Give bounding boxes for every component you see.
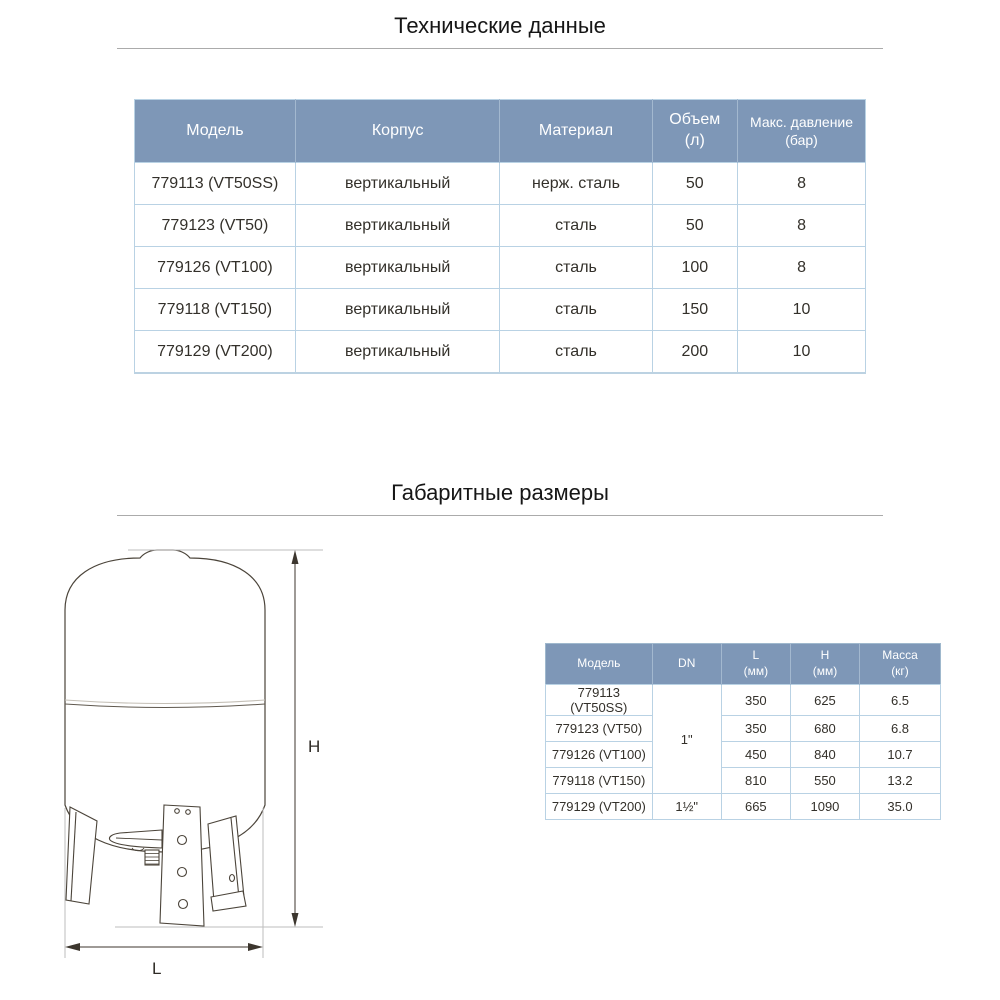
dims-cell-mass-3: 10.7 [860,742,941,768]
dims-header-row [546,644,941,685]
dims-table-row-2 [546,716,941,742]
tech-cell-r5c4: 200 [652,331,738,374]
dims-cell-mass-5: 35.0 [860,794,941,820]
tech-cell-r3c4: 100 [652,247,738,289]
mounting-bracket [160,805,204,926]
dims-header-col1: Модель [546,644,653,685]
tech-cell-r2c4: 50 [652,205,738,247]
tech-cell-r1c2: вертикальный [295,163,500,205]
dims-cell-h-4: 550 [790,768,859,794]
tech-cell-r4c2: вертикальный [295,289,500,331]
dims-cell-mass-4: 13.2 [860,768,941,794]
dims-table-row-4 [546,768,941,794]
dims-cell-dn-5: 1½" [652,794,721,820]
dims-header-col3: L (мм) [721,644,790,685]
tech-cell-r5c3: сталь [500,331,652,374]
tech-cell-r4c1: 779118 (VT150) [135,289,296,331]
tech-cell-r2c5: 8 [738,205,866,247]
tech-cell-r5c2: вертикальный [295,331,500,374]
dims-cell-model-1: 779113 (VT50SS) [546,685,653,716]
dims-cell-h-3: 840 [790,742,859,768]
tech-cell-r3c2: вертикальный [295,247,500,289]
dims-header-col5: Масса (кг) [860,644,941,685]
tech-title-divider [117,48,883,49]
dims-cell-h-5: 1090 [790,794,859,820]
tech-table-row-2 [135,205,866,247]
tech-header-col2: Корпус [295,100,500,163]
tech-cell-r2c2: вертикальный [295,205,500,247]
tank-drawing [40,530,340,980]
tech-section-title: Технические данные [394,13,606,38]
dims-section-title: Габаритные размеры [391,480,609,505]
dims-table-row-5 [546,794,941,820]
tank-dimension-diagram [40,530,340,980]
tech-table-row-1 [135,163,866,205]
tech-cell-r3c3: сталь [500,247,652,289]
tech-cell-r1c5: 8 [738,163,866,205]
dims-header-col2: DN [652,644,721,685]
tech-cell-r3c1: 779126 (VT100) [135,247,296,289]
tech-cell-r1c3: нерж. сталь [500,163,652,205]
dims-cell-h-1: 625 [790,685,859,716]
tech-cell-r4c5: 10 [738,289,866,331]
dims-cell-dn-1: 1" [652,685,721,794]
tech-cell-r4c4: 150 [652,289,738,331]
tech-cell-r1c1: 779113 (VT50SS) [135,163,296,205]
tech-cell-r5c5: 10 [738,331,866,374]
l-dimension-label: L [152,959,162,978]
h-dimension-label: H [308,737,321,756]
dims-table-row-3 [546,742,941,768]
dims-cell-model-4: 779118 (VT150) [546,768,653,794]
tech-table-row-5 [135,331,866,374]
dims-cell-mass-2: 6.8 [860,716,941,742]
tech-header-col5: Макс. давление (бар) [738,100,866,163]
tech-cell-r2c3: сталь [500,205,652,247]
dims-cell-l-4: 810 [721,768,790,794]
tech-header-row [135,100,866,163]
tech-cell-r5c1: 779129 (VT200) [135,331,296,374]
dims-cell-mass-1: 6.5 [860,685,941,716]
dims-table-wrap [545,643,941,820]
tech-header-col4: Объем (л) [652,100,738,163]
dims-cell-l-5: 665 [721,794,790,820]
dims-header-col4: H (мм) [790,644,859,685]
tech-table-row-3 [135,247,866,289]
tech-header-col3: Материал [500,100,652,163]
tech-header-col1: Модель [135,100,296,163]
dims-title-divider [117,515,883,516]
tech-cell-r4c3: сталь [500,289,652,331]
h-dimension [292,550,321,927]
dims-cell-l-3: 450 [721,742,790,768]
dims-cell-model-5: 779129 (VT200) [546,794,653,820]
dims-cell-l-1: 350 [721,685,790,716]
dimensions-table [545,643,941,820]
tech-table-row-4 [135,289,866,331]
tech-cell-r2c1: 779123 (VT50) [135,205,296,247]
dims-table-row-1 [546,685,941,716]
tech-data-table [134,99,866,374]
dims-cell-h-2: 680 [790,716,859,742]
dims-cell-l-2: 350 [721,716,790,742]
dims-cell-model-2: 779123 (VT50) [546,716,653,742]
tech-cell-r1c4: 50 [652,163,738,205]
dims-cell-model-3: 779126 (VT100) [546,742,653,768]
l-dimension [65,943,263,978]
dimensions-section [0,530,1000,980]
tech-cell-r3c5: 8 [738,247,866,289]
